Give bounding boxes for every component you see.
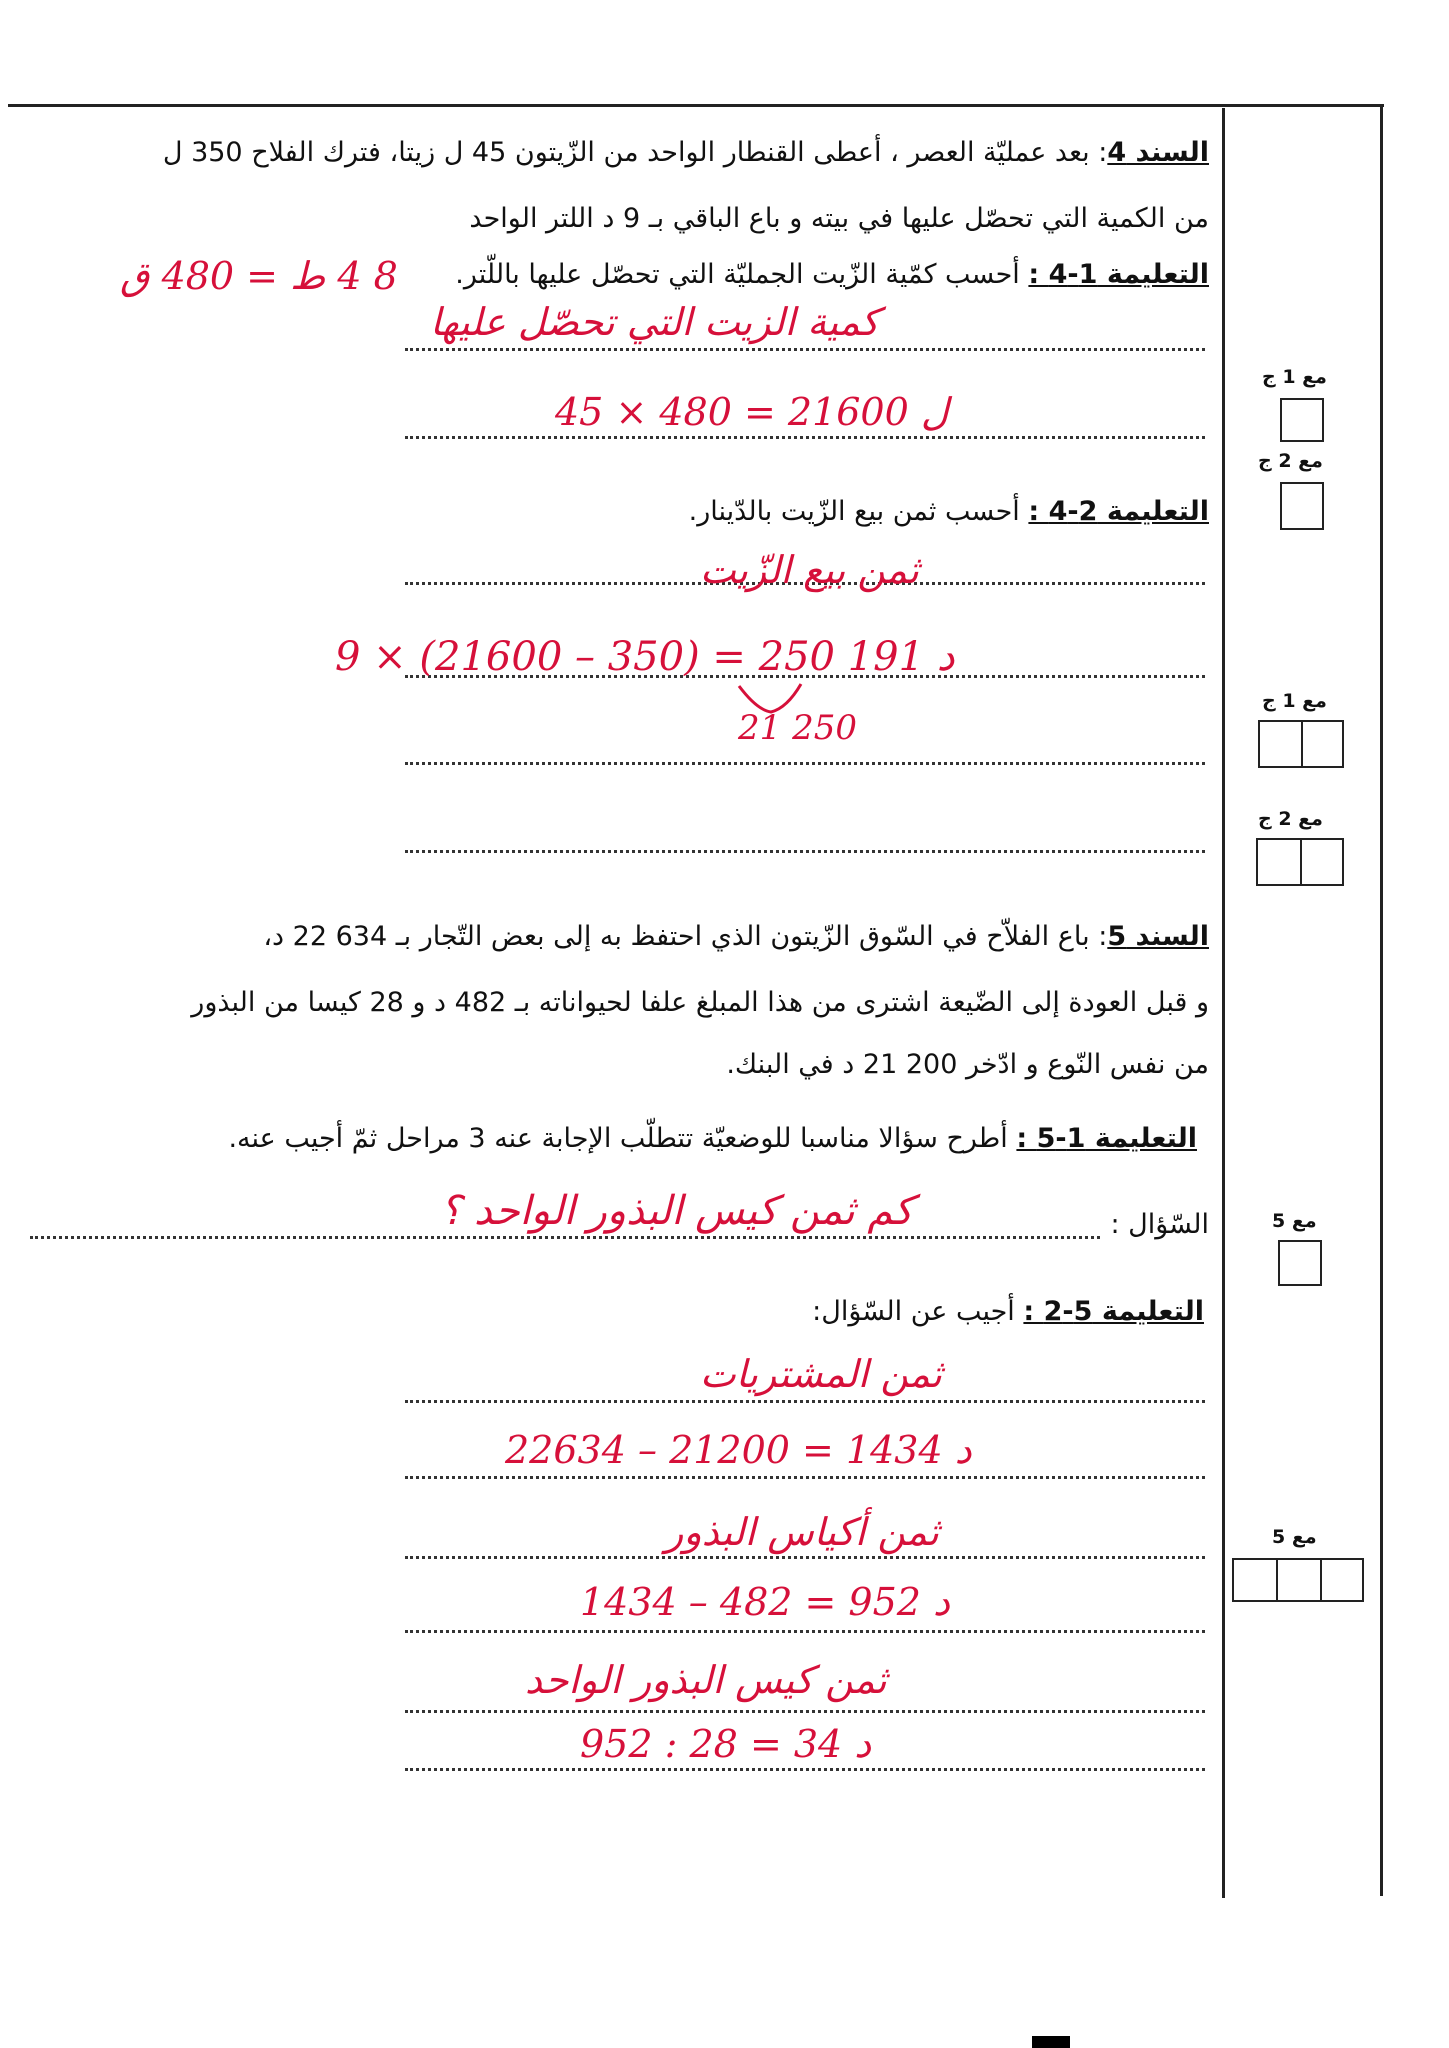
instruction-5-1-label: التعليمة 1-5 : — [1016, 1123, 1197, 1154]
handwritten-answer-5-e: ثمن كيس البذور الواحد — [525, 1658, 887, 1702]
score-box-5-1[interactable] — [1278, 1240, 1322, 1286]
answer-line — [405, 762, 1205, 765]
section5-line1 — [263, 920, 1209, 954]
section4-line1-text: : بعد عمليّة العصر ، أعطى القنطار الواحد من الزّيتون 45 ل زيتا، فترك الفلاح 350 ل — [162, 137, 1108, 168]
score-label-m1: مع 1 ج — [1262, 690, 1327, 712]
score-box-5-2[interactable] — [1232, 1558, 1364, 1602]
answer-line — [405, 1476, 1205, 1479]
handwritten-answer-5-c: ثمن أكياس البذور — [665, 1510, 939, 1554]
handwritten-answer-4-2-a: ثمن بيع الزّيت — [700, 548, 919, 592]
instruction-4-1-text: أحسب كمّية الزّيت الجمليّة التي تحصّل عليها باللّتر. — [455, 259, 1020, 290]
top-rule — [8, 104, 1384, 107]
section5-line3: من نفس النّوع و ادّخر 200 21 د في البنك. — [726, 1049, 1209, 1080]
instruction-5-2 — [812, 1295, 1204, 1329]
margin-rule-inner — [1222, 108, 1225, 1898]
answer-line — [405, 1630, 1205, 1633]
question-line — [30, 1236, 1100, 1239]
handwritten-answer-4-1-a: كمية الزيت التي تحصّل عليها — [430, 300, 880, 344]
score-cell-divider — [1276, 1560, 1278, 1600]
score-label-m2: مع 2 ج — [1258, 808, 1323, 830]
instruction-5-2-label: التعليمة 5-2 : — [1023, 1296, 1204, 1327]
score-box-4-2-m2[interactable] — [1256, 838, 1344, 886]
instruction-5-1 — [228, 1122, 1197, 1156]
answer-line — [405, 1400, 1205, 1403]
score-label-m5: مع 5 — [1272, 1210, 1317, 1232]
section5-line1-text: : باع الفلاّح في السّوق الزّيتون الذي احتفظ به إلى بعض التّجار بـ 634 22 د، — [263, 921, 1108, 952]
question-prefix: السّؤال : — [1110, 1209, 1209, 1240]
handwritten-answer-4-1-b: ل 21600 = 480 × 45 — [555, 390, 949, 434]
instruction-4-1 — [455, 258, 1209, 292]
page-corner-mark — [1032, 2036, 1070, 2048]
answer-line — [405, 1768, 1205, 1771]
section5-line2: و قبل العودة إلى الضّيعة اشترى من هذا المبلغ علفا لحيواناته بـ 482 د و 28 كيسا من البذور — [191, 987, 1209, 1018]
handwritten-question: كم ثمن كيس البذور الواحد ؟ — [440, 1188, 914, 1234]
handwritten-answer-5-a: ثمن المشتريات — [700, 1352, 942, 1396]
section4-line2: من الكمية التي تحصّل عليها في بيته و باع الباقي بـ 9 د اللتر الواحد — [469, 203, 1209, 234]
score-cell-divider — [1300, 840, 1302, 884]
section5-label: السند 5 — [1107, 921, 1209, 952]
margin-rule-outer — [1380, 106, 1383, 1896]
answer-line — [405, 436, 1205, 439]
handwritten-answer-5-d: د 952 = 482 – 1434 — [580, 1580, 950, 1624]
instruction-4-1-label: التعليمة 1-4 : — [1028, 259, 1209, 290]
answer-line — [405, 850, 1205, 853]
answer-line — [405, 1556, 1205, 1559]
score-box-4-1-m2[interactable] — [1280, 482, 1324, 530]
score-box-4-1-m1[interactable] — [1280, 398, 1324, 442]
handwritten-answer-5-b: د 1434 = 21200 – 22634 — [505, 1428, 972, 1472]
score-label-m2: مع 2 ج — [1258, 450, 1323, 472]
answer-line — [405, 1710, 1205, 1713]
handwritten-answer-4-2-b: د 191 250 = (350 – 21600) × 9 — [335, 634, 955, 680]
section4-label: السند 4 — [1107, 137, 1209, 168]
score-label-m1: مع 1 ج — [1262, 366, 1327, 388]
handwritten-subresult: 21 250 — [738, 708, 857, 748]
score-box-4-2-m1[interactable] — [1258, 720, 1344, 768]
instruction-4-2-text: أحسب ثمن بيع الزّيت بالدّينار. — [688, 496, 1020, 527]
instruction-5-1-text: أطرح سؤالا مناسبا للوضعيّة تتطلّب الإجابة عنه 3 مراحل ثمّ أجيب عنه. — [228, 1123, 1008, 1154]
instruction-5-2-text: أجيب عن السّؤال: — [812, 1296, 1015, 1327]
section4-line1 — [163, 136, 1209, 170]
handwritten-answer-5-f: د 34 = 28 : 952 — [580, 1722, 872, 1766]
score-cell-divider — [1301, 722, 1303, 766]
instruction-4-2-label: التعليمة 2-4 : — [1028, 496, 1209, 527]
answer-line — [405, 348, 1205, 351]
instruction-4-2 — [689, 495, 1209, 529]
score-label-m5: مع 5 — [1272, 1526, 1317, 1548]
score-cell-divider — [1320, 1560, 1322, 1600]
margin-note-conversion: 8 4 ط = 480 ق — [120, 254, 398, 298]
